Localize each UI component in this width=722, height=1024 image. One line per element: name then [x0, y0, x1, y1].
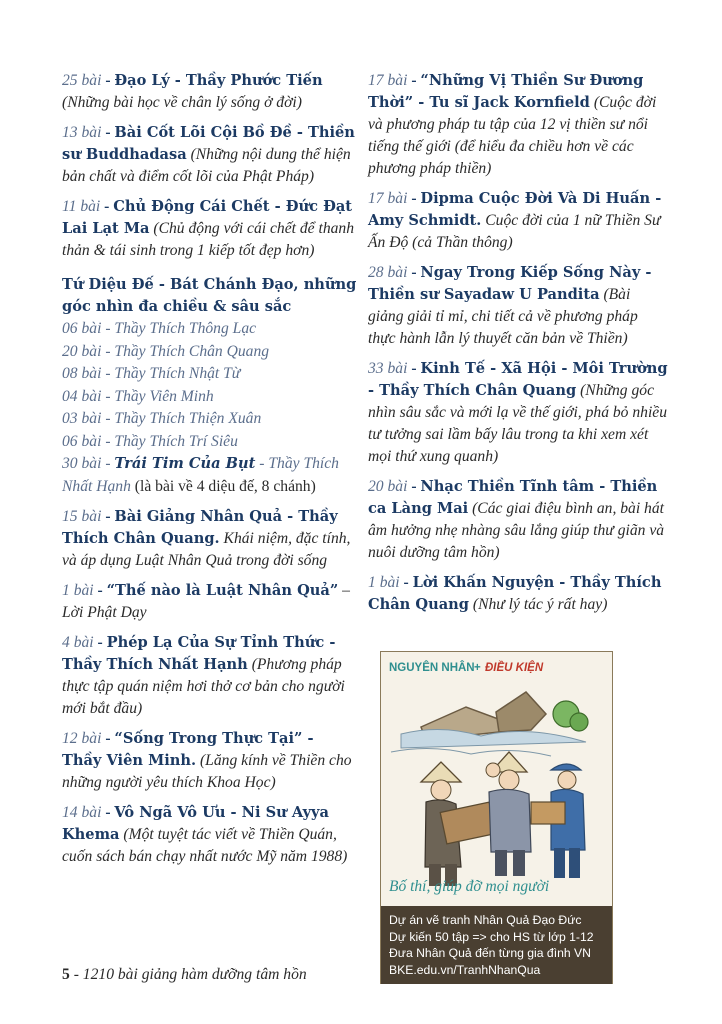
tag-plus: +: [474, 662, 481, 674]
entry-title: Bài Cốt Lõi Cội Bồ Đề - Thiền sư Buddhadasa: [62, 124, 355, 163]
project-info: [381, 906, 612, 984]
entry-count: 17 bài: [368, 190, 408, 207]
project-link[interactable]: BKE.edu.vn/TranhNhanQua: [389, 962, 541, 977]
entry-title: “Những Vị Thiền Sư Đương Thời” - Tu sĩ Jack Kornfield: [368, 72, 644, 111]
entry-desc: (Bài giảng giải tỉ mỉ, chi tiết cả về phương pháp thực hành lẫn lý thuyết căn bản về Thiền): [368, 286, 638, 347]
entry-kinh-te-xa-hoi: 33 bài - Kinh Tế - Xã Hội - Môi Trường - Thầy Thích Chân Quang (Những góc nhìn sâu sắc và mới lạ về thế giới, phá bỏ nhiều tư tưởng sai lầm bấy lâu trong ta khi xem xét mọi thứ xung quanh): [368, 360, 668, 465]
project-line: Đưa Nhân Quả đến từng gia đình VN: [389, 946, 591, 960]
entry-desc: (Chủ động với cái chết để thanh thản & tái sinh trong 1 kiếp tốt đẹp hơn): [62, 220, 355, 259]
tag-condition: ĐIỀU KIỆN: [485, 662, 544, 674]
entry-title: “Sống Trong Thực Tại” - Thầy Viên Minh.: [62, 730, 314, 769]
entry-count: 25 bài: [62, 72, 102, 89]
entry-vo-nga-vo-uu: 14 bài - Vô Ngã Vô Ưu - Ni Sư Ayya Khema (Một tuyệt tác viết về Thiền Quán, cuốn sách bán chạy nhất nước Mỹ năm 1988): [62, 804, 348, 865]
entry-ngay-trong-kiep-song: 28 bài - Ngay Trong Kiếp Sống Này - Thiền sư Sayadaw U Pandita (Bài giảng giải tỉ mỉ, chi tiết cả về phương pháp thực hành lẫn lý thuyết căn bản về Thiền): [368, 264, 652, 347]
cause-effect-illustration: [381, 652, 612, 900]
entry-phep-la: 4 bài - Phép Lạ Của Sự Tỉnh Thức - Thầy Thích Nhất Hạnh (Phương pháp thực tập quán niệm hơi thở cơ bản cho người mới bắt đầu): [62, 634, 345, 717]
entry-desc: (Phương pháp thực tập quán niệm hơi thở cơ bản cho người mới bắt đầu): [62, 656, 345, 717]
entry-title: Ngay Trong Kiếp Sống Này - Thiền sư Sayadaw U Pandita: [368, 264, 652, 303]
list-item: 08 bài - Thầy Thích Nhật Từ: [62, 365, 241, 382]
entry-count: 17 bài: [368, 72, 408, 89]
illustration-card: [380, 651, 613, 984]
left-column: [62, 70, 358, 876]
list-item: 06 bài - Thầy Thích Thông Lạc: [62, 320, 257, 337]
entry-the-nao-la-luat-nhan-qua: 1 bài - “Thế nào là Luật Nhân Quả” – Lời Phật Dạy: [62, 582, 350, 621]
entry-desc: (Những bài học về chân lý sống ở đời): [62, 94, 302, 111]
entry-title: Đạo Lý - Thầy Phước Tiến: [114, 72, 323, 89]
entry-desc: (Các giai điệu bình an, bài hát âm hưởng nhẹ nhàng sâu lắng giúp thư giãn và nuôi dưỡng tâm hồn): [368, 500, 665, 561]
entry-bai-cot-loi: 13 bài - Bài Cốt Lõi Cội Bồ Đề - Thiền sư Buddhadasa (Những nội dung thể hiện bản chất và điểm cốt lõi của Phật Pháp): [62, 124, 355, 185]
entry-desc: Khái niệm, đặc tính, và áp dụng Luật Nhân Quả trong đời sống: [62, 530, 351, 569]
project-line: Dự án vẽ tranh Nhân Quả Đạo Đức: [389, 913, 582, 927]
group-heading-tu-dieu-de: Tứ Diệu Đế - Bát Chánh Đạo, những góc nhìn đa chiều & sâu sắc: [62, 276, 357, 315]
tag-cause: NGUYÊN NHÂN: [389, 662, 475, 674]
entry-count: 1 bài: [368, 574, 400, 591]
entry-count: 11 bài: [62, 198, 101, 215]
entry-desc: (Những nội dung thể hiện bản chất và điểm cốt lõi của Phật Pháp): [62, 146, 351, 185]
entry-title: Chủ Động Cái Chết - Đức Đạt Lai Lạt Ma: [62, 198, 353, 237]
entry-count: 20 bài: [368, 478, 408, 495]
entry-desc: (Lăng kính về Thiền cho những người yêu thích Khoa Học): [62, 752, 352, 791]
entry-dipma: 17 bài - Dipma Cuộc Đời Và Di Huấn - Amy Schmidt. Cuộc đời của 1 nữ Thiền Sư Ấn Độ (cả Thần thông): [368, 190, 662, 251]
entry-title: Phép Lạ Của Sự Tỉnh Thức - Thầy Thích Nhất Hạnh: [62, 634, 336, 673]
entry-nhung-vi-thien-su: 17 bài - “Những Vị Thiền Sư Đương Thời” - Tu sĩ Jack Kornfield (Cuộc đời và phương pháp tu tập của 12 vị thiền sư nổi tiếng thế giới (để hiểu đa chiều hơn về các phương pháp thiền): [368, 72, 657, 177]
entry-title: Dipma Cuộc Đời Và Di Huấn - Amy Schmidt.: [368, 190, 662, 229]
entry-title: Trái Tim Của Bụt: [114, 455, 256, 472]
entry-song-trong-thuc-tai: 12 bài - “Sống Trong Thực Tại” - Thầy Viên Minh. (Lăng kính về Thiền cho những người yêu thích Khoa Học): [62, 730, 352, 791]
entry-count: 15 bài: [62, 508, 102, 525]
entry-count: 30 bài: [62, 455, 102, 472]
right-column: [368, 70, 668, 624]
entry-count: 13 bài: [62, 124, 102, 141]
entry-count: 33 bài: [368, 360, 408, 377]
list-item: 20 bài - Thầy Thích Chân Quang: [62, 342, 270, 360]
entry-title: Nhạc Thiền Tĩnh tâm - Thiền ca Làng Mai: [368, 478, 658, 517]
group-list: [62, 318, 358, 498]
illustration-caption: Bố thí, giúp đỡ mọi người: [389, 878, 550, 895]
list-item: 03 bài - Thầy Thích Thiện Xuân: [62, 410, 262, 427]
entry-desc: (Cuộc đời và phương pháp tu tập của 12 vị thiền sư nổi tiếng thế giới (để hiểu đa chiều hơn về các phương pháp thiền): [368, 94, 657, 177]
list-item-trai-tim-cua-but: 30 bài - Trái Tim Của Bụt - Thầy Thích Nhất Hạnh (là bài về 4 diệu đế, 8 chánh): [62, 455, 339, 495]
entry-title: Lời Khấn Nguyện - Thầy Thích Chân Quang: [368, 574, 662, 613]
entry-title: “Thế nào là Luật Nhân Quả”: [106, 582, 339, 599]
entry-count: 1 bài: [62, 582, 94, 599]
footer-text: 1210 bài giảng hàm dưỡng tâm hồn: [82, 966, 307, 983]
entry-author: Thầy Thích Nhất Hạnh: [62, 455, 339, 495]
entry-count: 12 bài: [62, 730, 102, 747]
entry-desc: (Như lý tác ý rất hay): [472, 596, 608, 613]
entry-chu-dong-cai-chet: 11 bài - Chủ Động Cái Chết - Đức Đạt Lai Lạt Ma (Chủ động với cái chết để thanh thản & tái sinh trong 1 kiếp tốt đẹp hơn): [62, 198, 355, 259]
list-item: 04 bài - Thầy Viên Minh: [62, 387, 214, 405]
page-footer: [62, 966, 307, 984]
entry-desc: Cuộc đời của 1 nữ Thiền Sư Ấn Độ (cả Thần thông): [368, 212, 661, 251]
entry-count: 4 bài: [62, 634, 94, 651]
entry-nhan-qua: 15 bài - Bài Giảng Nhân Quả - Thầy Thích Chân Quang. Khái niệm, đặc tính, và áp dụng Luật Nhân Quả trong đời sống: [62, 508, 351, 569]
entry-count: 28 bài: [368, 264, 408, 281]
list-item: 06 bài - Thầy Thích Trí Siêu: [62, 432, 238, 450]
entry-desc: – Lời Phật Dạy: [62, 582, 350, 621]
project-line: Dự kiến 50 tập => cho HS từ lớp 1-12: [389, 929, 594, 944]
entry-desc: (Những góc nhìn sâu sắc và mới lạ về thế giới, phá bỏ nhiều tư tưởng sai lầm bấy lâu trong ta khi xem xét mọi thứ xung quanh): [368, 382, 668, 465]
entry-count: 14 bài: [62, 804, 102, 821]
entry-desc: (Một tuyệt tác viết về Thiền Quán, cuốn sách bán chạy nhất nước Mỹ năm 1988): [62, 826, 348, 865]
entry-note: (là bài về 4 diệu đế, 8 chánh): [134, 477, 316, 495]
entry-title: Bài Giảng Nhân Quả - Thầy Thích Chân Quang.: [62, 508, 338, 547]
entry-nhac-thien: 20 bài - Nhạc Thiền Tĩnh tâm - Thiền ca Làng Mai (Các giai điệu bình an, bài hát âm hưởng nhẹ nhàng sâu lắng giúp thư giãn và nuôi dưỡng tâm hồn): [368, 478, 665, 561]
entry-title: Vô Ngã Vô Ưu - Ni Sư Ayya Khema: [62, 804, 329, 843]
entry-title: Kinh Tế - Xã Hội - Môi Trường - Thầy Thích Chân Quang: [368, 360, 668, 399]
entry-loi-khan-nguyen: 1 bài - Lời Khấn Nguyện - Thầy Thích Chân Quang (Như lý tác ý rất hay): [368, 574, 662, 613]
page-number: 5: [62, 966, 70, 983]
entry-dao-ly: 25 bài - Đạo Lý - Thầy Phước Tiến (Những bài học về chân lý sống ở đời): [62, 72, 323, 111]
footer-separator: -: [69, 966, 83, 983]
